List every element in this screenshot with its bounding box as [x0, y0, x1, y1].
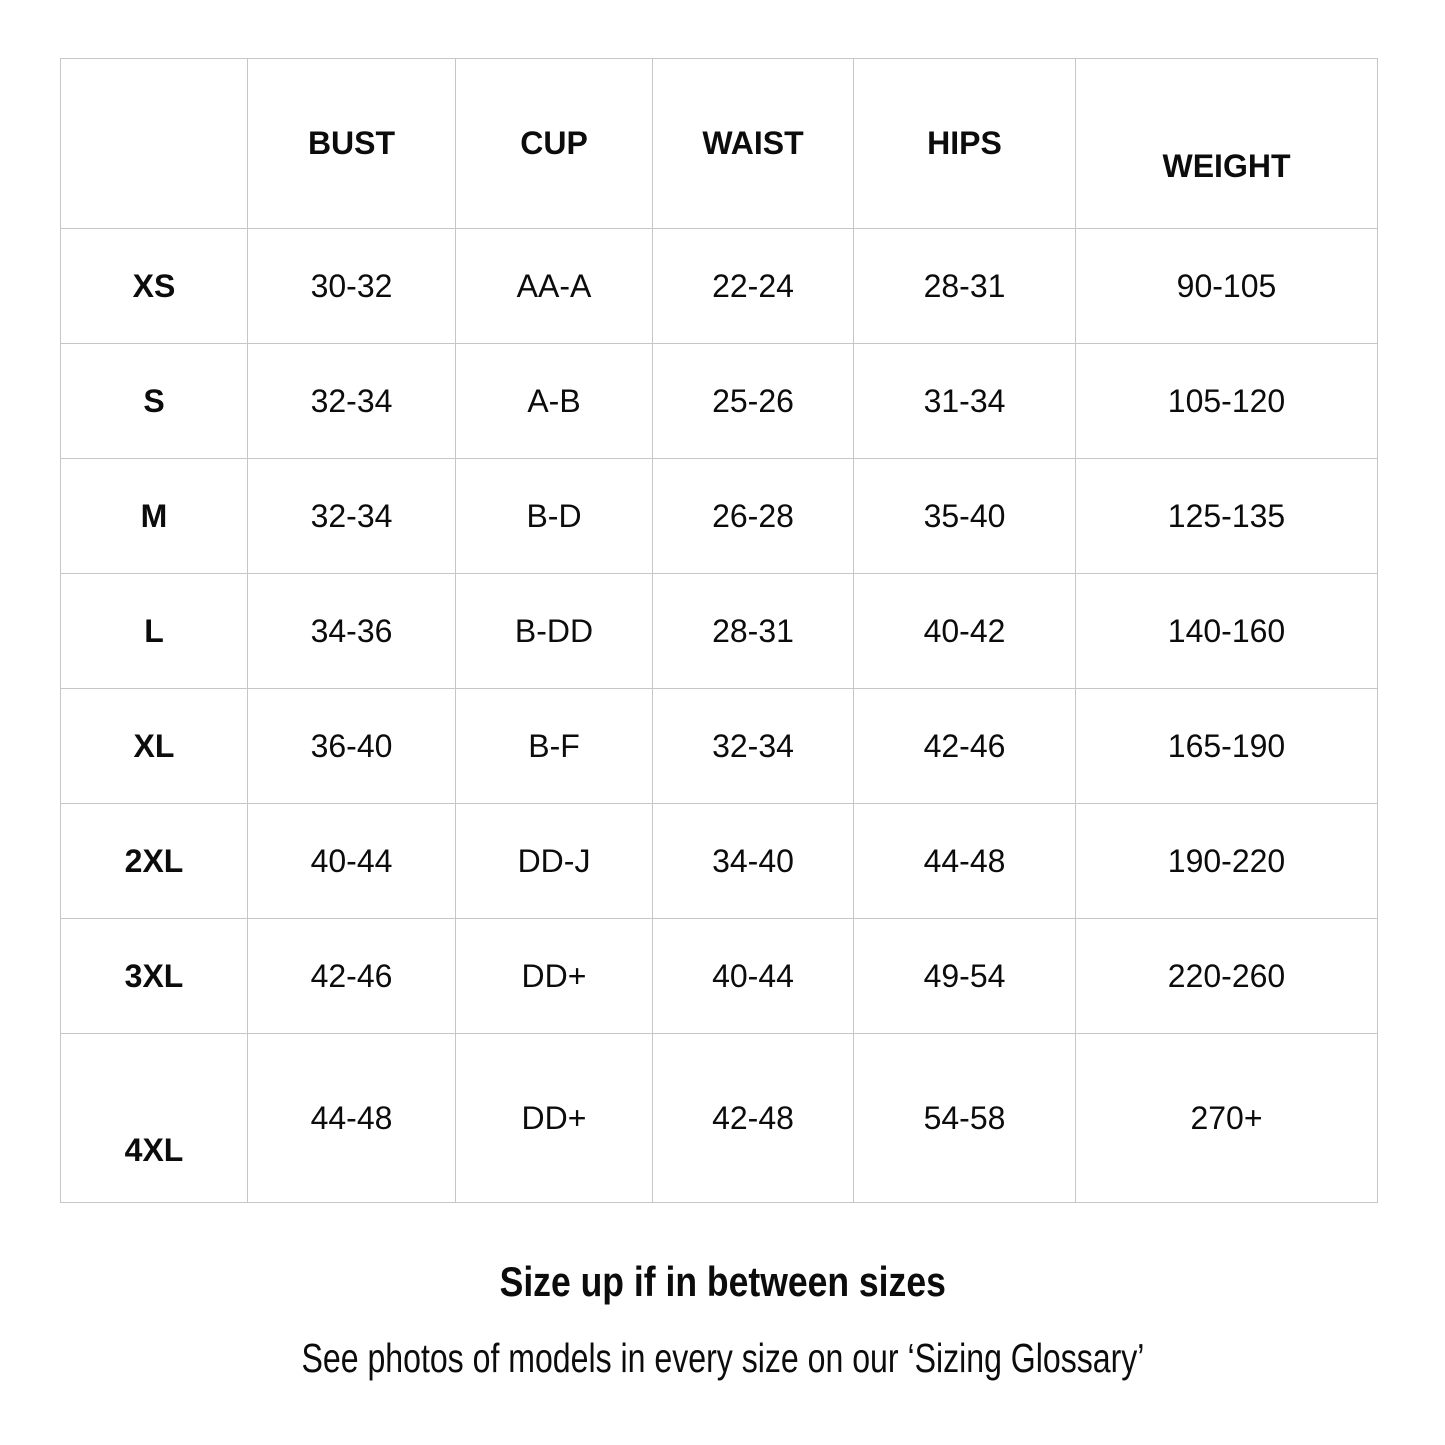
size-label: S [143, 382, 165, 419]
cell-bust: 42-46 [248, 919, 456, 1034]
size-label-cell [61, 574, 248, 689]
size-label-cell [61, 1034, 248, 1203]
size-label-cell [61, 689, 248, 804]
cell-bust: 40-44 [248, 804, 456, 919]
sizing-glossary-note [0, 1334, 1445, 1382]
size-table-body [61, 229, 1378, 1203]
cell-waist: 25-26 [653, 344, 854, 459]
cell-weight: 90-105 [1076, 229, 1378, 344]
header-label-hips: HIPS [927, 125, 1002, 162]
cell-weight: 165-190 [1076, 689, 1378, 804]
cell-cup: DD+ [456, 1034, 653, 1203]
table-row [61, 459, 1378, 574]
size-label-cell [61, 229, 248, 344]
cell-hips: 44-48 [854, 804, 1076, 919]
size-label-cell [61, 344, 248, 459]
cell-waist: 32-34 [653, 689, 854, 804]
header-cell-size [61, 59, 248, 229]
cell-weight: 105-120 [1076, 344, 1378, 459]
table-row [61, 229, 1378, 344]
size-label: M [140, 497, 168, 534]
header-label-cup: CUP [520, 125, 588, 162]
header-cell-cup [456, 59, 653, 229]
size-label: XS [132, 267, 176, 304]
size-label-cell [61, 919, 248, 1034]
cell-bust: 44-48 [248, 1034, 456, 1203]
cell-waist: 28-31 [653, 574, 854, 689]
cell-hips: 35-40 [854, 459, 1076, 574]
header-cell-hips [854, 59, 1076, 229]
cell-bust: 34-36 [248, 574, 456, 689]
cell-cup: A-B [456, 344, 653, 459]
cell-cup: DD+ [456, 919, 653, 1034]
cell-hips: 49-54 [854, 919, 1076, 1034]
size-chart-table [60, 58, 1378, 1203]
size-label-cell [61, 459, 248, 574]
cell-weight: 220-260 [1076, 919, 1378, 1034]
header-cell-weight [1076, 59, 1378, 229]
cell-waist: 42-48 [653, 1034, 854, 1203]
cell-hips: 40-42 [854, 574, 1076, 689]
size-label: 4XL [124, 1131, 184, 1168]
cell-cup: B-F [456, 689, 653, 804]
cell-cup: B-DD [456, 574, 653, 689]
size-label: XL [133, 727, 175, 764]
header-cell-waist [653, 59, 854, 229]
cell-bust: 36-40 [248, 689, 456, 804]
table-header-row [61, 59, 1378, 229]
table-row [61, 344, 1378, 459]
size-label-cell [61, 804, 248, 919]
cell-cup: DD-J [456, 804, 653, 919]
cell-cup: AA-A [456, 229, 653, 344]
cell-hips: 42-46 [854, 689, 1076, 804]
cell-hips: 28-31 [854, 229, 1076, 344]
size-label: 3XL [124, 957, 184, 994]
sizing-glossary-note-text: See photos of models in every size on our ‘Sizing Glossary’ [301, 1335, 1144, 1381]
header-label-bust: BUST [307, 125, 396, 162]
cell-weight: 140-160 [1076, 574, 1378, 689]
cell-waist: 22-24 [653, 229, 854, 344]
cell-waist: 26-28 [653, 459, 854, 574]
header-label-weight: WEIGHT [1162, 148, 1291, 185]
table-row [61, 689, 1378, 804]
header-cell-bust [248, 59, 456, 229]
table-row [61, 919, 1378, 1034]
header-label-waist: WAIST [702, 125, 804, 162]
cell-waist: 34-40 [653, 804, 854, 919]
cell-bust: 30-32 [248, 229, 456, 344]
table-row [61, 574, 1378, 689]
size-label: L [144, 612, 164, 649]
size-label: 2XL [124, 842, 184, 879]
cell-hips: 31-34 [854, 344, 1076, 459]
cell-bust: 32-34 [248, 344, 456, 459]
cell-waist: 40-44 [653, 919, 854, 1034]
cell-weight: 270+ [1076, 1034, 1378, 1203]
cell-bust: 32-34 [248, 459, 456, 574]
cell-cup: B-D [456, 459, 653, 574]
cell-weight: 190-220 [1076, 804, 1378, 919]
table-row [61, 804, 1378, 919]
size-up-note-text: Size up if in between sizes [499, 1258, 946, 1305]
cell-hips: 54-58 [854, 1034, 1076, 1203]
table-row [61, 1034, 1378, 1203]
cell-weight: 125-135 [1076, 459, 1378, 574]
size-up-note [0, 1258, 1445, 1306]
